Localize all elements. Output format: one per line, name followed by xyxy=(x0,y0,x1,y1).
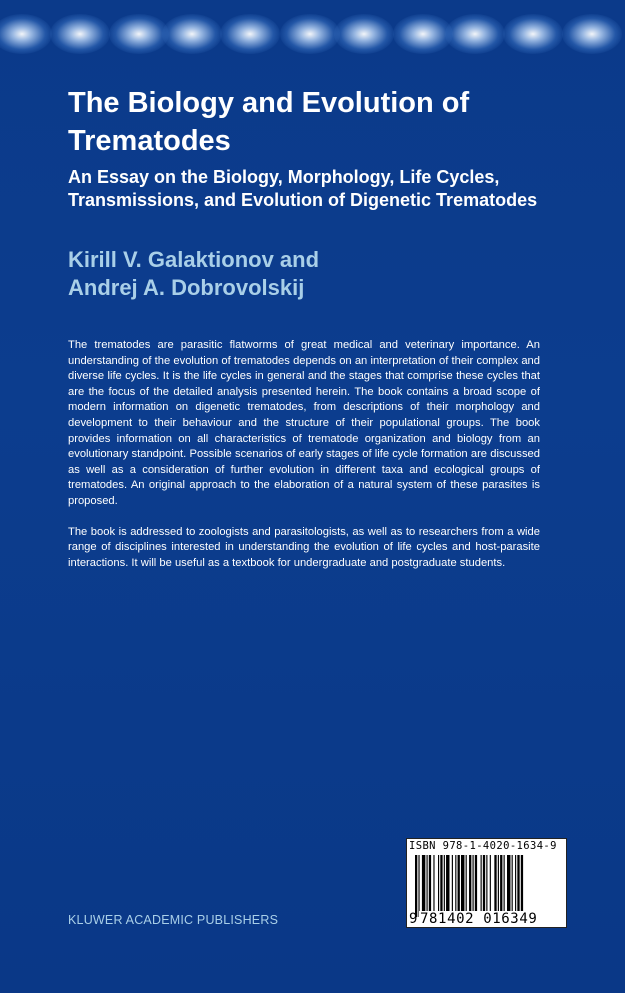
book-title: The Biology and Evolution of Trematodes xyxy=(68,87,470,157)
description-paragraph: The book is addressed to zoologists and parasitologists, as well as to researchers from a wide range of disciplines interested in understanding the evolution of life cycles and host-parasite interactions. It will be useful as a textbook for undergraduate and postgraduate students. xyxy=(68,525,540,569)
barcode-bar xyxy=(427,855,428,911)
barcode-bar xyxy=(466,855,467,911)
barcode-bar xyxy=(473,855,474,911)
barcode-bar xyxy=(455,855,456,911)
light-glow-icon xyxy=(445,14,505,54)
barcode-bar xyxy=(515,855,516,911)
barcode-bar xyxy=(469,855,471,917)
barcode-bar xyxy=(444,855,445,911)
light-glow-icon xyxy=(562,14,622,54)
barcode-bar xyxy=(481,855,482,911)
light-glow-icon xyxy=(162,14,222,54)
barcode-bar xyxy=(415,855,417,917)
barcode-bar xyxy=(494,855,496,911)
book-description xyxy=(68,338,540,586)
barcode-bar xyxy=(458,855,460,911)
isbn-barcode xyxy=(406,838,567,928)
barcode-bar xyxy=(433,855,434,911)
light-glow-icon xyxy=(50,14,110,54)
isbn-label: ISBN 978-1-4020-1634-9 xyxy=(409,840,557,852)
light-glow-icon xyxy=(220,14,280,54)
barcode-bar xyxy=(418,855,419,917)
author-name: Kirill V. Galaktionov and xyxy=(68,247,320,272)
barcode-bar xyxy=(490,855,491,911)
barcode-bar xyxy=(461,855,464,911)
barcode-bar xyxy=(446,855,449,911)
ean-first-digit: 9 xyxy=(409,911,418,927)
light-glow-icon xyxy=(503,14,563,54)
barcode-bar xyxy=(452,855,453,911)
barcode-bar xyxy=(500,855,502,911)
light-glow-icon xyxy=(393,14,453,54)
light-glow-icon xyxy=(334,14,394,54)
author-name: Andrej A. Dobrovolskij xyxy=(68,275,305,300)
publisher-name: KLUWER ACADEMIC PUBLISHERS xyxy=(68,913,279,927)
author-list xyxy=(68,246,608,302)
barcode-bar xyxy=(498,855,499,911)
ean-digits: 781402 016349 xyxy=(420,911,538,927)
barcode-bar xyxy=(507,855,510,911)
barcode-bar xyxy=(517,855,519,917)
book-subtitle: An Essay on the Biology, Morphology, Life Cycles, Transmissions, and Evolution of Digenetic Trematodes xyxy=(68,167,538,210)
barcode-bar xyxy=(475,855,477,911)
barcode-bar xyxy=(504,855,505,911)
barcode-bar xyxy=(483,855,485,911)
barcode-bar xyxy=(429,855,431,911)
barcode-bars-icon xyxy=(415,855,560,917)
decorative-light-strip xyxy=(0,0,625,72)
barcode-bar xyxy=(512,855,513,911)
description-paragraph: The trematodes are parasitic flatworms of great medical and veterinary importance. An understanding of the evolution of trematodes depends on an interpretation of their complex and diverse life cycles. It is the life cycles in general and the stages that comprise these cycles that are the focus of the detailed analysis presented herein. The book contains a broad scope of modern information on digenetic trematodes, from descriptions of their morphology and development to their behaviour and the structure of their populational groups. The book provides information on all characteristics of trematode organization and biology from an evolutionary standpoint. Possible scenarios of early stages of life cycle formation are discussed as well as a consideration of further evolution in different taxa and ecological groups of trematodes. An original approach to the elaboration of a natural system of these parasites is proposed. xyxy=(68,339,540,507)
light-glow-icon xyxy=(109,14,169,54)
barcode-bar xyxy=(486,855,487,911)
barcode-bar xyxy=(422,855,425,911)
light-glow-icon xyxy=(280,14,340,54)
barcode-bar xyxy=(438,855,439,911)
light-glow-icon xyxy=(0,14,52,54)
barcode-bar xyxy=(440,855,442,911)
barcode-bar xyxy=(521,855,523,917)
